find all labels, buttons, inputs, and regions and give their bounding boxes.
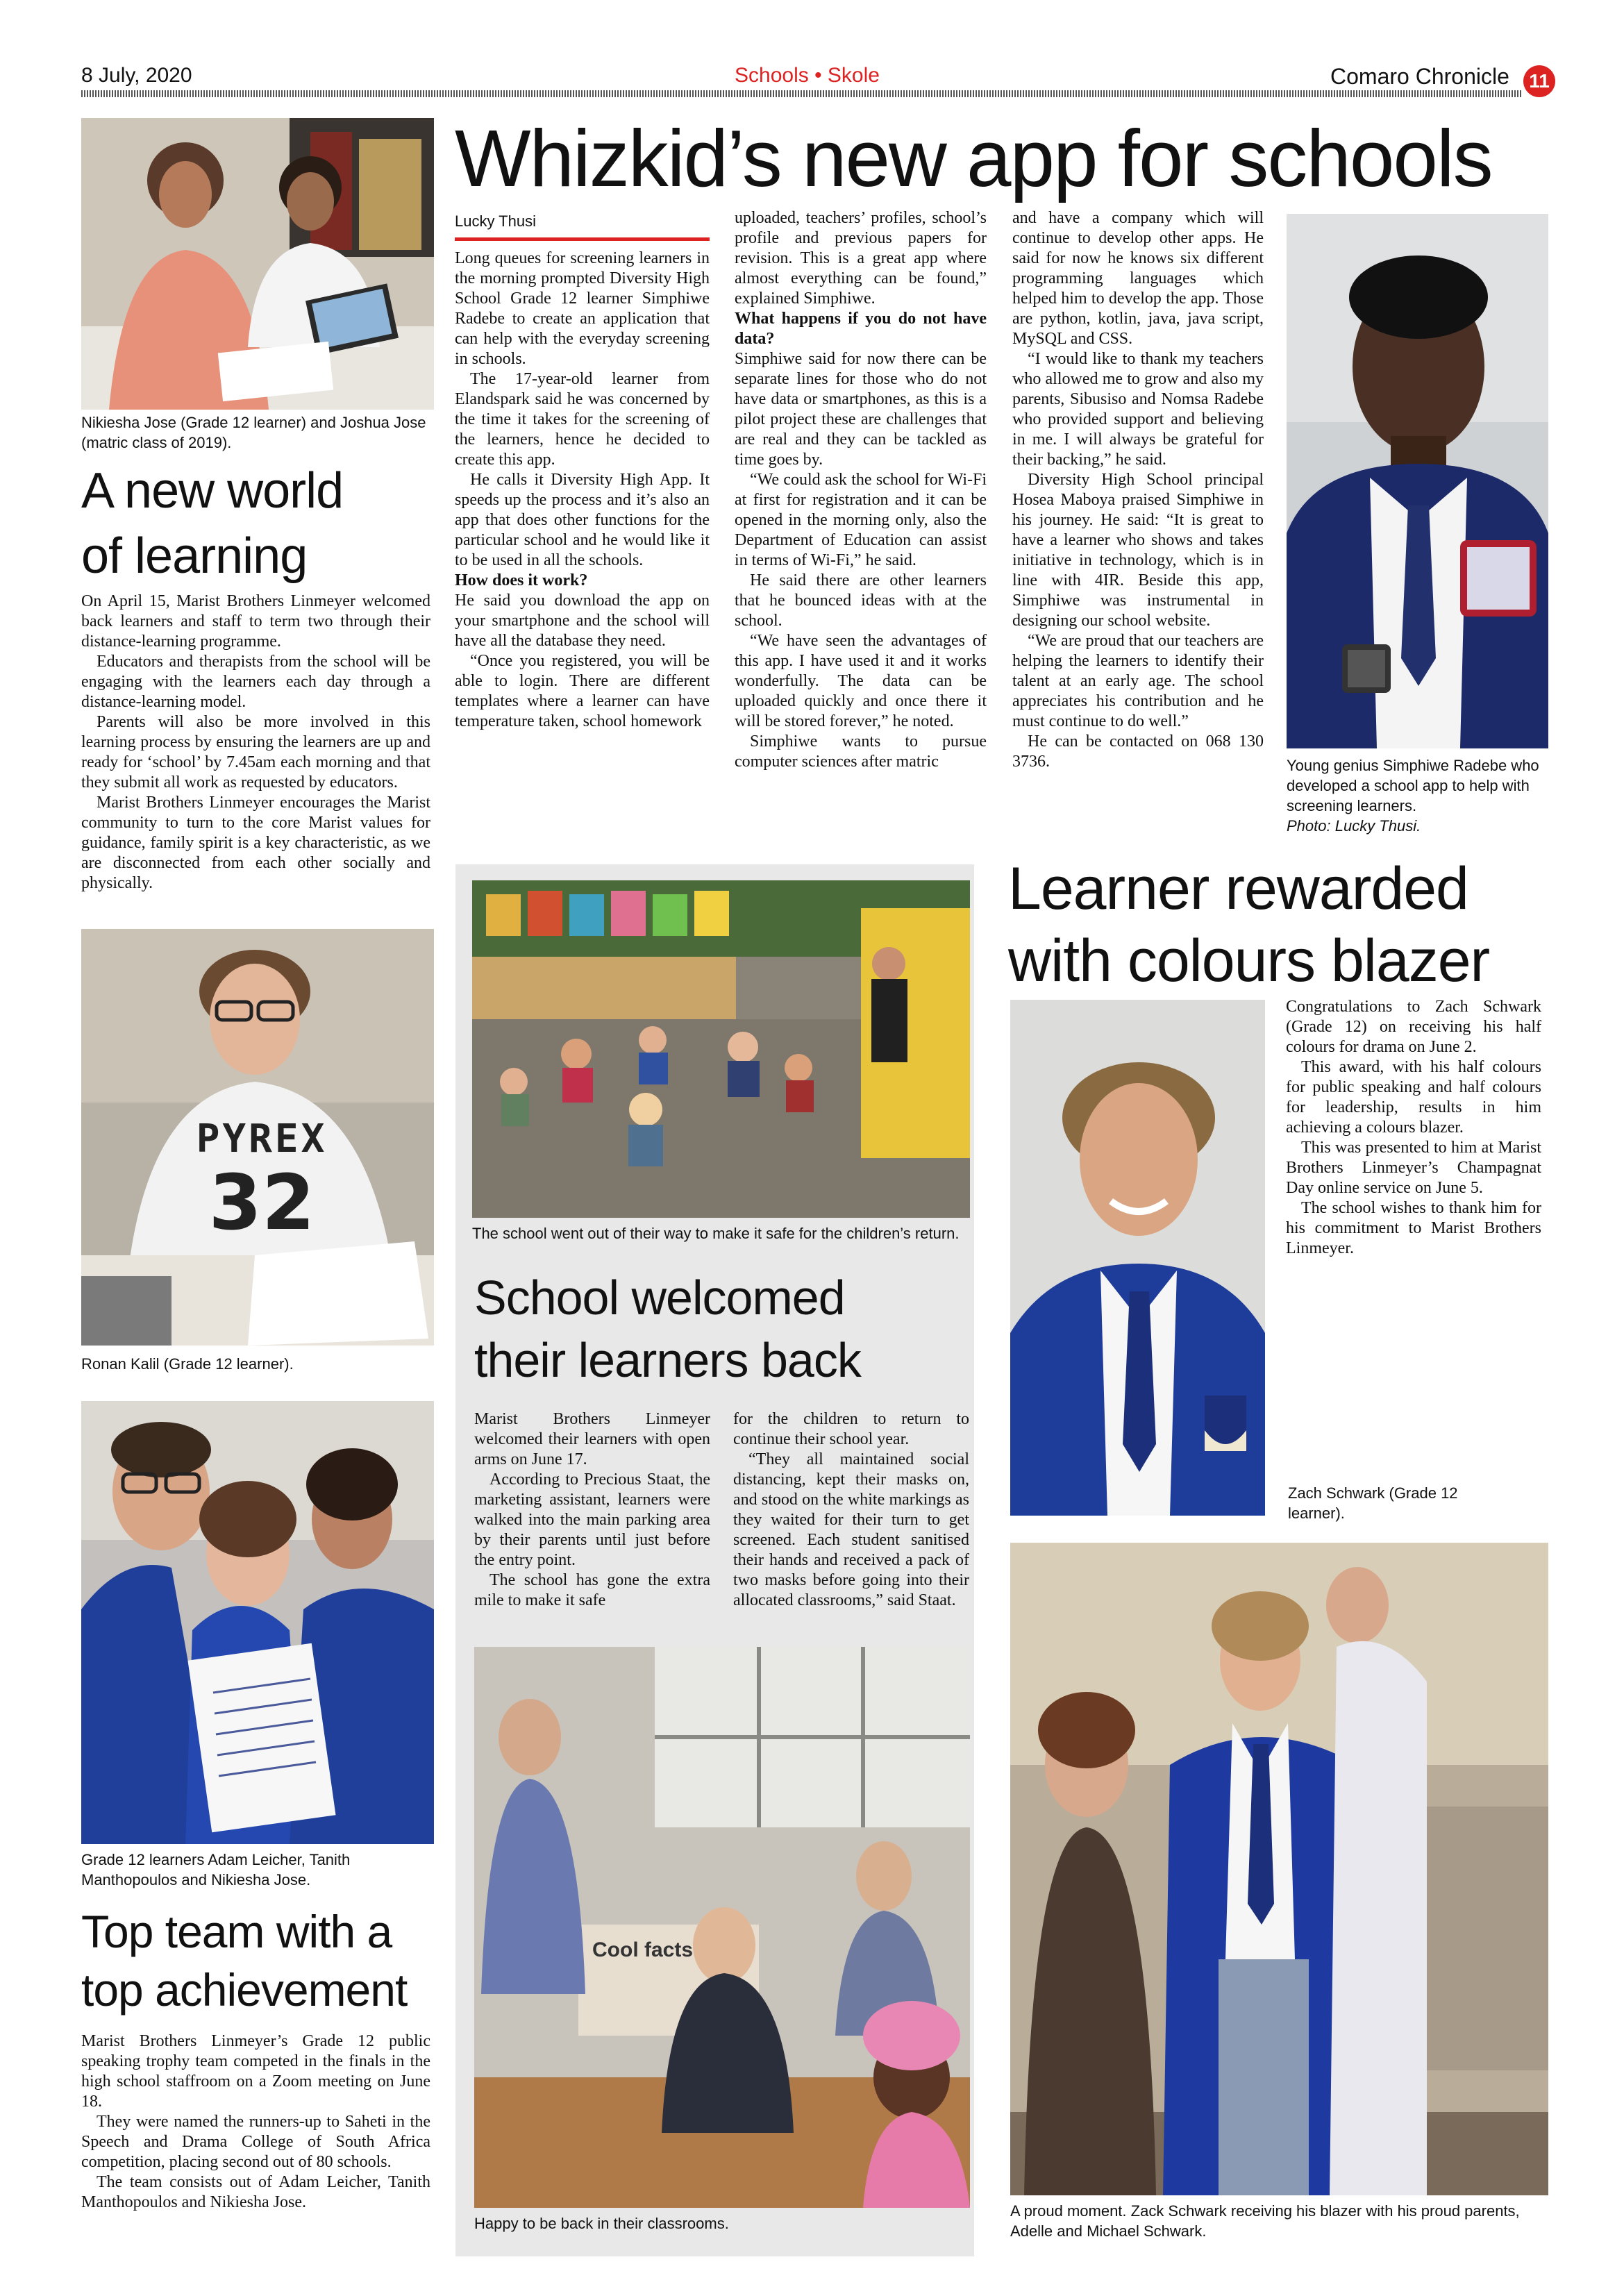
app-col3-para-5: He can be contacted on 068 130 3736. [1012, 732, 1264, 771]
classroom-poster-text: Cool facts [592, 1938, 694, 1961]
headline-blazer [1008, 853, 1557, 997]
hoodie-print-number: 32 [208, 1158, 315, 1247]
app-col2-subhead: What happens if you do not have data? [735, 310, 987, 348]
caption-simphiwe-text: Young genius Simphiwe Radebe who developed a school app to help with screening learners. [1287, 757, 1539, 814]
app-col1-para-5: “Once you registered, you will be able to login. There are different templates where a learner can have temperature taken, school homework [455, 652, 710, 730]
app-col2-para-6: Simphiwe wants to pursue computer sciences after matric [735, 732, 987, 771]
page-number-badge: 11 [1523, 65, 1555, 97]
section-label: Schools • Skole [735, 64, 880, 87]
app-col3-para-1: and have a company which will continue to develop other apps. He said for now he knows six different programming languages which helped him to develop the app. Those are python, kotlin, java, java script, MySQL and CSS. [1012, 209, 1264, 348]
top-team-para-3: The team consists out of Adam Leicher, Tanith Manthopoulos and Nikiesha Jose. [81, 2173, 430, 2211]
hoodie-print-text: PYREX [196, 1116, 328, 1162]
caption-simphiwe [1287, 755, 1550, 836]
caption-nikiesha-joshua: Nikiesha Jose (Grade 12 learner) and Joshua Jose (matric class of 2019). [81, 414, 426, 451]
app-col2-para-4: He said there are other learners that he bounced ideas with at the school. [735, 571, 987, 630]
headline-new-world [81, 458, 435, 589]
headline-school-welcomed-line1: School welcomed [474, 1271, 845, 1325]
welcomed-col2-para-2: “They all maintained social distancing, kept their masks on, and stood on the white markings as they waited for their turn to get screened. Each student sanitised their hands and received a pack of two masks before going into their allocated classrooms,” said Staat. [733, 1450, 969, 1609]
byline-app-story: Lucky Thusi [455, 212, 536, 230]
app-story-col3 [1012, 208, 1264, 772]
welcomed-col2 [733, 1409, 969, 1611]
headline-blazer-line1: Learner rewarded [1008, 855, 1468, 922]
blazer-para-2: This award, with his half colours for public speaking and half colours for leadership, results in him achieving a colours blazer. [1286, 1058, 1541, 1137]
top-team-para-2: They were named the runners-up to Saheti in the Speech and Drama College of South Africa competition, placing second out of 80 schools. [81, 2113, 430, 2171]
app-story-col2 [735, 208, 987, 772]
headline-blazer-line2: with colours blazer [1008, 928, 1490, 994]
app-story-col1 [455, 249, 710, 732]
photo-zack-blazer-parents [1010, 1543, 1548, 2195]
blazer-body [1286, 997, 1541, 1259]
header-rule [81, 90, 1522, 97]
headline-new-world-line1: A new world [81, 463, 344, 519]
app-col1-para-4: He said you download the app on your smartphone and the school will have all the database they need. [455, 592, 710, 650]
new-world-body [81, 592, 430, 894]
app-col1-para-3: He calls it Diversity High App. It speeds up the process and it’s also an app that does other functions for the particular school and he would like it to be used in all the schools. [455, 471, 710, 569]
headline-top-team-line2: top achievement [81, 1964, 408, 2016]
app-col2-para-3: “We could ask the school for Wi-Fi at first for registration and it can be opened in the morning only, also the Department of Education can assist in terms of Wi-Fi,” he said. [735, 471, 987, 569]
caption-classroom-floor: The school went out of their way to make it safe for the children’s return. [472, 1225, 960, 1242]
caption-children-classroom: Happy to be back in their classrooms. [474, 2215, 729, 2232]
blazer-para-3: This was presented to him at Marist Brothers Linmeyer’s Champagnat Day online service on June 5. [1286, 1139, 1541, 1197]
photo-classroom-floor [472, 880, 970, 1218]
welcomed-col1-para-2: According to Precious Staat, the marketing assistant, learners were walked into the main parking area by their parents until just before the entry point. [474, 1470, 710, 1569]
blazer-para-1: Congratulations to Zach Schwark (Grade 12) on receiving his half colours for drama on June 2. [1286, 998, 1541, 1056]
photo-nikiesha-joshua [81, 118, 434, 410]
app-col1-para-2: The 17-year-old learner from Elandspark said he was concerned by the time it takes for the screening of the learners, hence he decided to create this app. [455, 370, 710, 469]
new-world-para-1: On April 15, Marist Brothers Linmeyer welcomed back learners and staff to term two through their distance-learning programme. [81, 592, 430, 651]
headline-school-welcomed-line2: their learners back [474, 1333, 861, 1387]
caption-zack-blazer-parents: A proud moment. Zack Schwark receiving his blazer with his proud parents, Adelle and Michael Schwark. [1010, 2202, 1520, 2240]
top-team-para-1: Marist Brothers Linmeyer’s Grade 12 public speaking trophy team competed in the finals in the high school staffroom on a Zoom meeting on June 18. [81, 2032, 430, 2111]
headline-top-team [81, 1902, 442, 2019]
photo-ronan-kalil [81, 929, 434, 1346]
headline-school-welcomed [474, 1266, 971, 1391]
caption-ronan: Ronan Kalil (Grade 12 learner). [81, 1355, 294, 1373]
blazer-para-4: The school wishes to thank him for his commitment to Marist Brothers Linmeyer. [1286, 1199, 1541, 1257]
headline-top-team-line1: Top team with a [81, 1906, 392, 1957]
new-world-para-3: Parents will also be more involved in this learning process by ensuring the learners are up and ready for ‘school’ by 7.45am each morning and that they submit all work as requested by educators. [81, 713, 430, 791]
photo-simphiwe-radebe [1287, 214, 1548, 748]
caption-zach-schwark: Zach Schwark (Grade 12 learner). [1288, 1484, 1458, 1522]
app-col3-para-4: “We are proud that our teachers are helping the learners to identify their talent at an early age. The school appreciates his contribution and he must continue to do well.” [1012, 632, 1264, 730]
new-world-para-4: Marist Brothers Linmeyer encourages the Marist community to turn to the core Marist values for guidance, family spirit is a key characteristic, as we are disconnected from each other socially and physically. [81, 794, 430, 892]
new-world-para-2: Educators and therapists from the school will be engaging with the learners each day through a distance-learning model. [81, 653, 430, 711]
headline-whizkid: Whizkid’s new app for schools [455, 113, 1492, 203]
welcomed-col1 [474, 1409, 710, 1611]
app-col1-subhead: How does it work? [455, 571, 588, 589]
app-col2-para-5: “We have seen the advantages of this app. I have used it and it works wonderfully. The data can be uploaded quickly and once there it will be stored forever,” he noted. [735, 632, 987, 730]
headline-new-world-line2: of learning [81, 528, 308, 584]
photo-zach-schwark [1010, 1000, 1265, 1516]
app-col2-para-2: Simphiwe said for now there can be separate lines for those who do not have data or smartphones, as this is a pilot project these are challenges that are real and they can be tackled as time goes by. [735, 350, 987, 469]
top-team-body [81, 2031, 430, 2213]
photo-credit-simphiwe: Photo: Lucky Thusi. [1287, 817, 1421, 835]
welcomed-col1-para-1: Marist Brothers Linmeyer welcomed their learners with open arms on June 17. [474, 1410, 710, 1468]
welcomed-col1-para-3: The school has gone the extra mile to make it safe [474, 1571, 710, 1609]
issue-date: 8 July, 2020 [81, 64, 192, 87]
app-col1-para-1: Long queues for screening learners in the morning prompted Diversity High School Grade 12 learner Simphiwe Radebe to create an application that can help with the everyday screening in schools. [455, 249, 710, 368]
app-col3-para-3: Diversity High School principal Hosea Maboya praised Simphiwe in his journey. He said: “It is great to have a learner who shows and takes initiative in technology, which is in line with 4IR. Beside this app, Simphiwe was instrumental in designing our school website. [1012, 471, 1264, 630]
photo-grade12-group [81, 1401, 434, 1844]
byline-rule [455, 237, 710, 241]
app-col3-para-2: “I would like to thank my teachers who allowed me to grow and also my parents, Sibusiso and Nomsa Radebe who provided support and believing in me. I will always be grateful for their backing,” he said. [1012, 350, 1264, 469]
caption-grade12-group: Grade 12 learners Adam Leicher, Tanith Manthopoulos and Nikiesha Jose. [81, 1851, 351, 1888]
publication-name: Comaro Chronicle [1330, 64, 1509, 89]
welcomed-col2-para-1: for the children to return to continue their school year. [733, 1410, 969, 1448]
photo-children-classroom [474, 1647, 970, 2208]
app-col2-para-1: uploaded, teachers’ profiles, school’s profile and previous papers for revision. This is a great app where almost everything can be found,” explained Simphiwe. [735, 209, 987, 308]
